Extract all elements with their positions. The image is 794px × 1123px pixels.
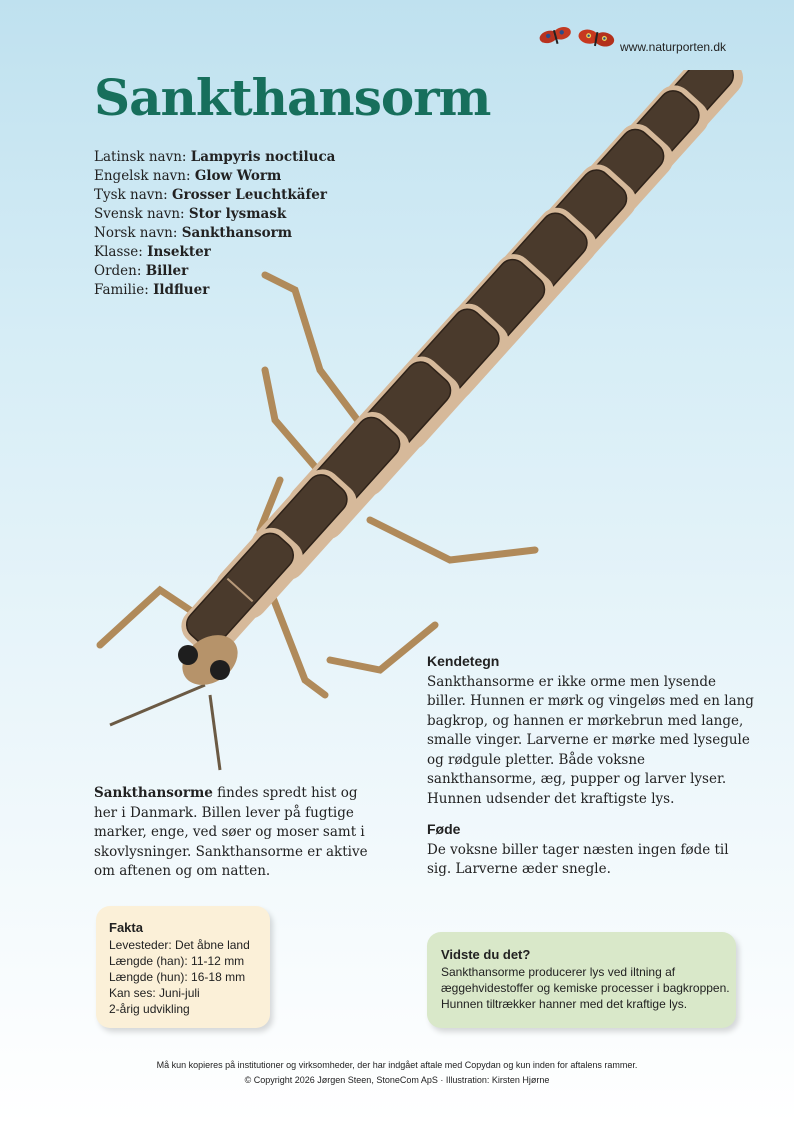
name-row: Orden: Biller bbox=[94, 263, 189, 279]
footer bbox=[0, 1058, 794, 1088]
name-row: Latinsk navn: Lampyris noctiluca bbox=[94, 149, 336, 165]
name-row: Tysk navn: Grosser Leuchtkäfer bbox=[94, 187, 327, 203]
foede-text: De voksne biller tager næsten ingen føde til sig. Larverne æder snegle. bbox=[427, 841, 729, 877]
vidste-heading: Vidste du det? bbox=[441, 947, 531, 962]
fakta-line: 2-årig udvikling bbox=[109, 1002, 190, 1016]
name-row: Engelsk navn: Glow Worm bbox=[94, 168, 282, 184]
kendetegn-heading: Kendetegn bbox=[427, 653, 500, 669]
name-row: Klasse: Insekter bbox=[94, 244, 211, 260]
name-row: Familie: Ildfluer bbox=[94, 282, 210, 298]
fakta-line: Kan ses: Juni-juli bbox=[109, 986, 200, 1000]
fakta-box bbox=[96, 906, 270, 1028]
fakta-line: Levesteder: Det åbne land bbox=[109, 938, 250, 952]
vidste-box bbox=[427, 932, 736, 1028]
kendetegn-text: Sankthansorme er ikke orme men lysende biller. Hunnen er mørk og vingeløs med en lang bagkrop, og hannen er mørkebrun med lange, smalle vinger. Larverne er mørke med lysegule og rødgule pletter. Både voksne sankthansorme, æg, pupper og larver lyser. Hunnen udsender det kraftigste lys. bbox=[427, 673, 754, 807]
foede-section bbox=[427, 820, 757, 880]
name-row: Svensk navn: Stor lysmask bbox=[94, 206, 287, 222]
fakta-line: Længde (hun): 16-18 mm bbox=[109, 970, 246, 984]
names-list bbox=[94, 148, 335, 300]
site-url[interactable]: www.naturporten.dk bbox=[620, 40, 727, 54]
fakta-heading: Fakta bbox=[109, 920, 143, 935]
fakta-line: Længde (han): 11-12 mm bbox=[109, 954, 245, 968]
vidste-text: Sankthansorme producerer lys ved iltning af æggehvidestoffer og kemiske processer i bagkroppen. Hunnen tiltrækker hanner med det kraftige lys. bbox=[441, 965, 730, 1011]
footer-license: Må kun kopieres på institutioner og virksomheder, der har indgået aftale med Copydan og kun inden for aftalens rammer. bbox=[156, 1060, 638, 1070]
footer-copyright: © Copyright 2026 Jørgen Steen, StoneCom ApS · Illustration: Kirsten Hjørne bbox=[244, 1075, 550, 1085]
kendetegn-section bbox=[427, 652, 757, 809]
foede-heading: Føde bbox=[427, 821, 461, 837]
intro-text: Sankthansorme findes spredt hist og her i Danmark. Billen lever på fugtige marker, enge, ved søer og moser samt i skovlysninger. Sankthansorme er aktive om aftenen og om natten. bbox=[94, 785, 368, 879]
butterfly-icon bbox=[538, 20, 618, 56]
name-row: Norsk navn: Sankthansorm bbox=[94, 225, 292, 241]
page-title: Sankthansorm bbox=[94, 68, 491, 127]
